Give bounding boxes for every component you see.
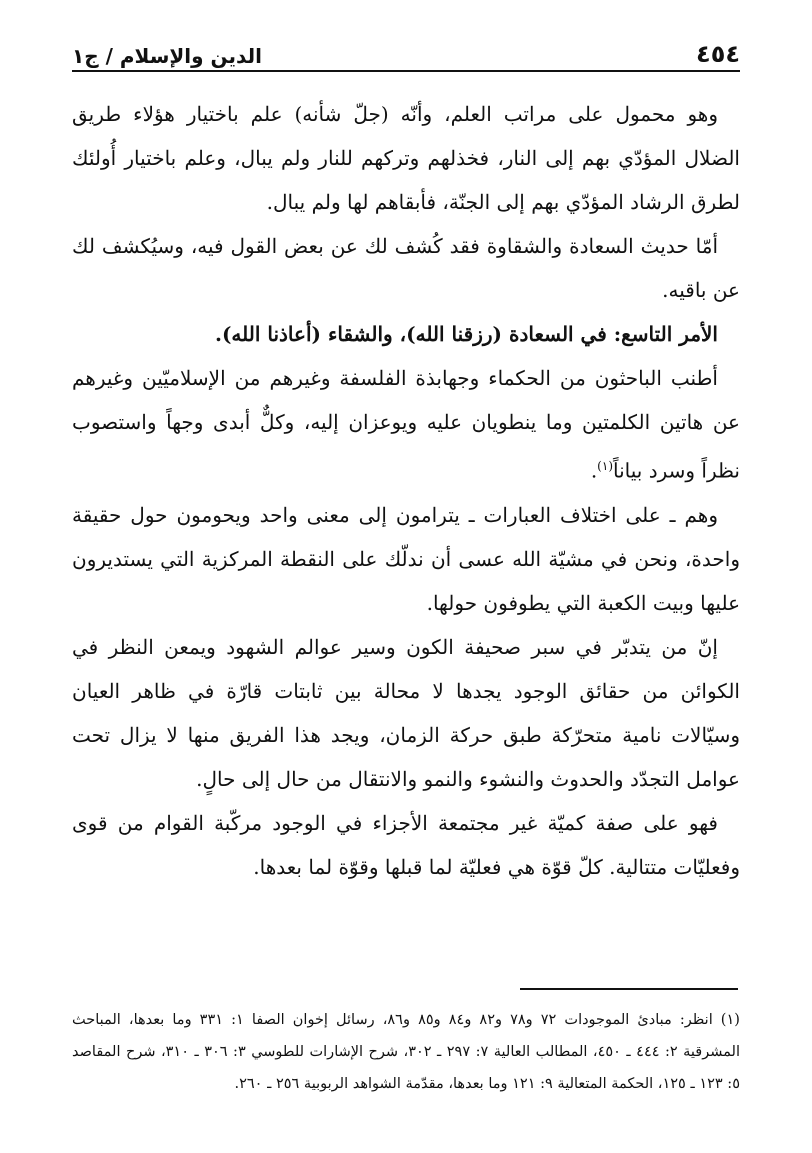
footnote-divider [520,988,738,990]
section-heading: الأمر التاسع: في السعادة (رزقنا الله)، والشقاء (أعاذنا الله). [214,322,718,346]
paragraph-2: أمّا حديث السعادة والشقاوة فقد كُشف لك عن بعض القول فيه، وسيُكشف لك عن باقيه. [72,234,740,302]
main-text [72,92,740,889]
paragraph-3 [72,356,740,493]
page-number: ٤٥٤ [696,40,740,68]
header-divider [72,70,740,72]
paragraph-1: وهو محمول على مراتب العلم، وأنّه (جلّ شأنه) علم باختيار هؤلاء طريق الضلال المؤدّي بهم إلى النار، فخذلهم وتركهم للنار ولم يبال، وعلم باختيار أُولئك لطرق الرشاد المؤدّي بهم إلى الجنّة، فأبقاهم لها ولم يبال. [72,102,740,214]
footnote: (١) انظر: مبادئ الموجودات ٧٢ و٧٨ و٨٢ و٨٤ و٨٥ و٨٦، رسائل إخوان الصفا ١: ٣٣١ وما بعدها، المباحث المشرقية ٢: ٤٤٤ ـ ٤٥٠، المطالب العالية ٧: ٢٩٧ ـ ٣٠٢، شرح الإشارات للطوسي ٣: ٣٠٦ ـ ٣١٠، شرح المقاصد ٥: ١٢٣ ـ ١٢٥، الحكمة المتعالية ٩: ١٢١ وما بعدها، مقدّمة الشواهد الربوبية ٢٥٦ ـ ٢٦٠. [72,1012,741,1092]
paragraph-3-text: أطنب الباحثون من الحكماء وجهابذة الفلسفة وغيرهم من الإسلاميّين وغيرهم عن هاتين الكلمتين وما ينطويان عليه ويوعزان إليه، وكلٌّ أبدى وجهاً واستصوب نظراً وسرد بياناً [72,366,740,483]
footnote-reference[interactable]: (١) [597,459,613,473]
paragraph-4: وهم ـ على اختلاف العبارات ـ يترامون إلى معنى واحد ويحومون حول حقيقة واحدة، ونحن في مشيّة الله عسى أن ندلّك على النقطة المركزية التي يستديرون عليها وبيت الكعبة التي يطوفون حولها. [72,502,740,615]
running-title: الدين والإسلام / ج١ [72,44,262,68]
paragraph-5: إنّ من يتدبّر في سبر صحيفة الكون وسير عوالم الشهود ويمعن النظر في الكوائن من حقائق الوجود يجدها لا محالة بين ثابتات قارّة في ظاهر العيان وسيّالات نامية متحرّكة طبق حركة الزمان، ويجد هذا الفريق منها لا يزال تحت عوامل التجدّد والحدوث والنشوء والنمو والانتقال من حال إلى حالٍ. [72,634,740,791]
paragraph-3-end: . [590,458,598,483]
paragraph-6: فهو على صفة كميّة غير مجتمعة الأجزاء في الوجود مركّبة القوام من قوى وفعليّات متتالية. كلّ قوّة هي فعليّة لما قبلها وقوّة لما بعدها. [72,810,740,879]
page-header [72,28,740,68]
